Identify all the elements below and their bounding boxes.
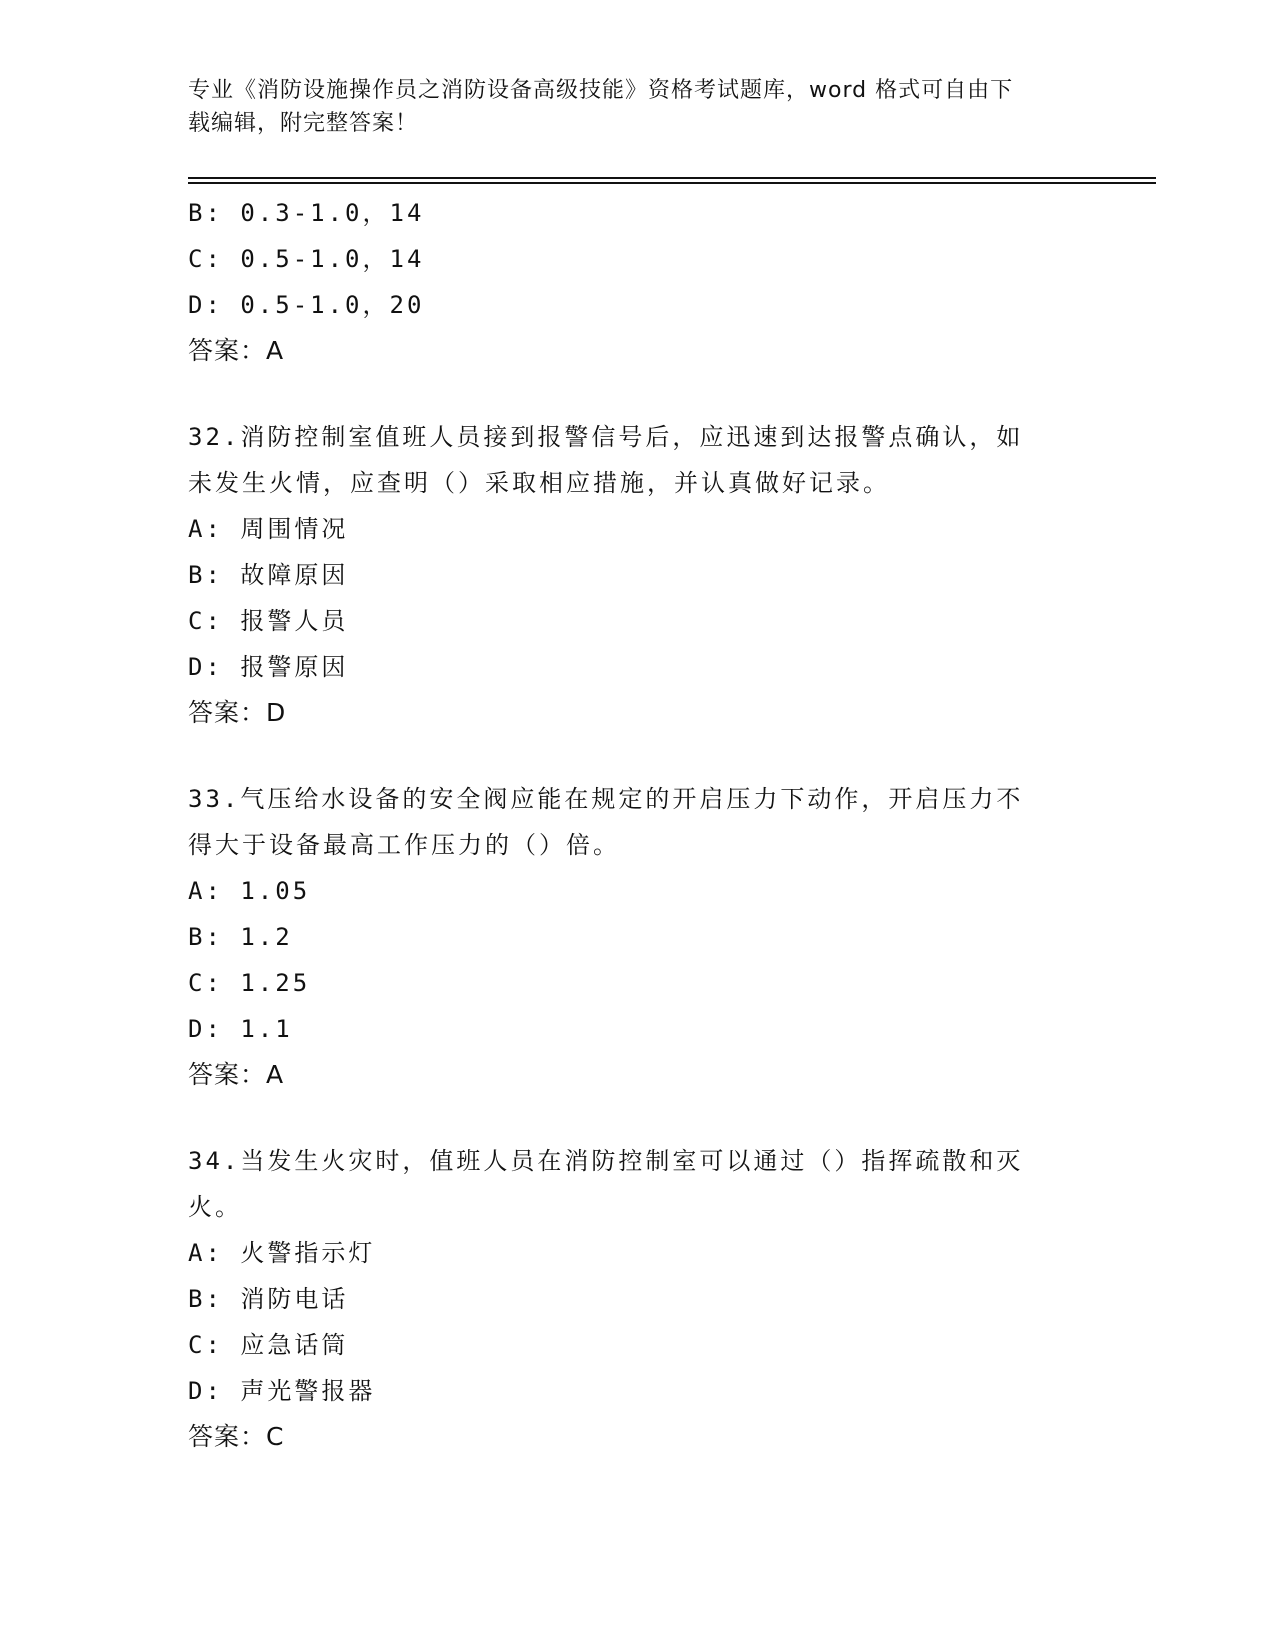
question-list xyxy=(188,190,1088,1460)
question-text-line-2: 得大于设备最高工作压力的（）倍。 xyxy=(188,831,620,859)
question-text-line-2: 火。 xyxy=(188,1193,242,1221)
option-b: B: 1.2 xyxy=(188,923,293,951)
question-text-line-2: 未发生火情，应查明（）采取相应措施，并认真做好记录。 xyxy=(188,469,890,497)
option-c: C: 报警人员 xyxy=(188,607,349,635)
question-33 xyxy=(188,776,1088,1098)
question-spacer xyxy=(188,1098,1088,1138)
question-34 xyxy=(188,1138,1088,1460)
option-d: D: 1.1 xyxy=(188,1015,293,1043)
option-a: A: 火警指示灯 xyxy=(188,1239,376,1267)
question-spacer xyxy=(188,374,1088,414)
question-text-line-1: 34.当发生火灾时，值班人员在消防控制室可以通过（）指挥疏散和灭 xyxy=(188,1147,1024,1175)
answer-label: 答案：A xyxy=(188,336,285,365)
option-c: C: 应急话筒 xyxy=(188,1331,349,1359)
option-d: D: 报警原因 xyxy=(188,653,349,681)
option-b: B: 故障原因 xyxy=(188,561,349,589)
option-a: A: 周围情况 xyxy=(188,515,349,543)
header-divider-top xyxy=(188,177,1156,179)
answer-label: 答案：D xyxy=(188,698,287,727)
question-spacer xyxy=(188,736,1088,776)
option-d: D: 声光警报器 xyxy=(188,1377,376,1405)
header-divider-bottom xyxy=(188,182,1156,184)
header-line-2: 载编辑，附完整答案！ xyxy=(188,111,419,136)
option-a: A: 1.05 xyxy=(188,877,311,905)
question-32 xyxy=(188,414,1088,736)
option-b: B: 0.3-1.0，14 xyxy=(188,199,425,227)
question-31 xyxy=(188,190,1088,374)
answer-label: 答案：C xyxy=(188,1422,285,1451)
option-b: B: 消防电话 xyxy=(188,1285,349,1313)
option-c: C: 1.25 xyxy=(188,969,311,997)
option-d: D: 0.5-1.0，20 xyxy=(188,291,425,319)
document-header xyxy=(188,74,1068,140)
answer-label: 答案：A xyxy=(188,1060,285,1089)
question-text-line-1: 32.消防控制室值班人员接到报警信号后，应迅速到达报警点确认，如 xyxy=(188,423,1024,451)
question-text-line-1: 33.气压给水设备的安全阀应能在规定的开启压力下动作，开启压力不 xyxy=(188,785,1024,813)
header-line-1: 专业《消防设施操作员之消防设备高级技能》资格考试题库，word 格式可自由下 xyxy=(188,78,1014,103)
option-c: C: 0.5-1.0，14 xyxy=(188,245,425,273)
